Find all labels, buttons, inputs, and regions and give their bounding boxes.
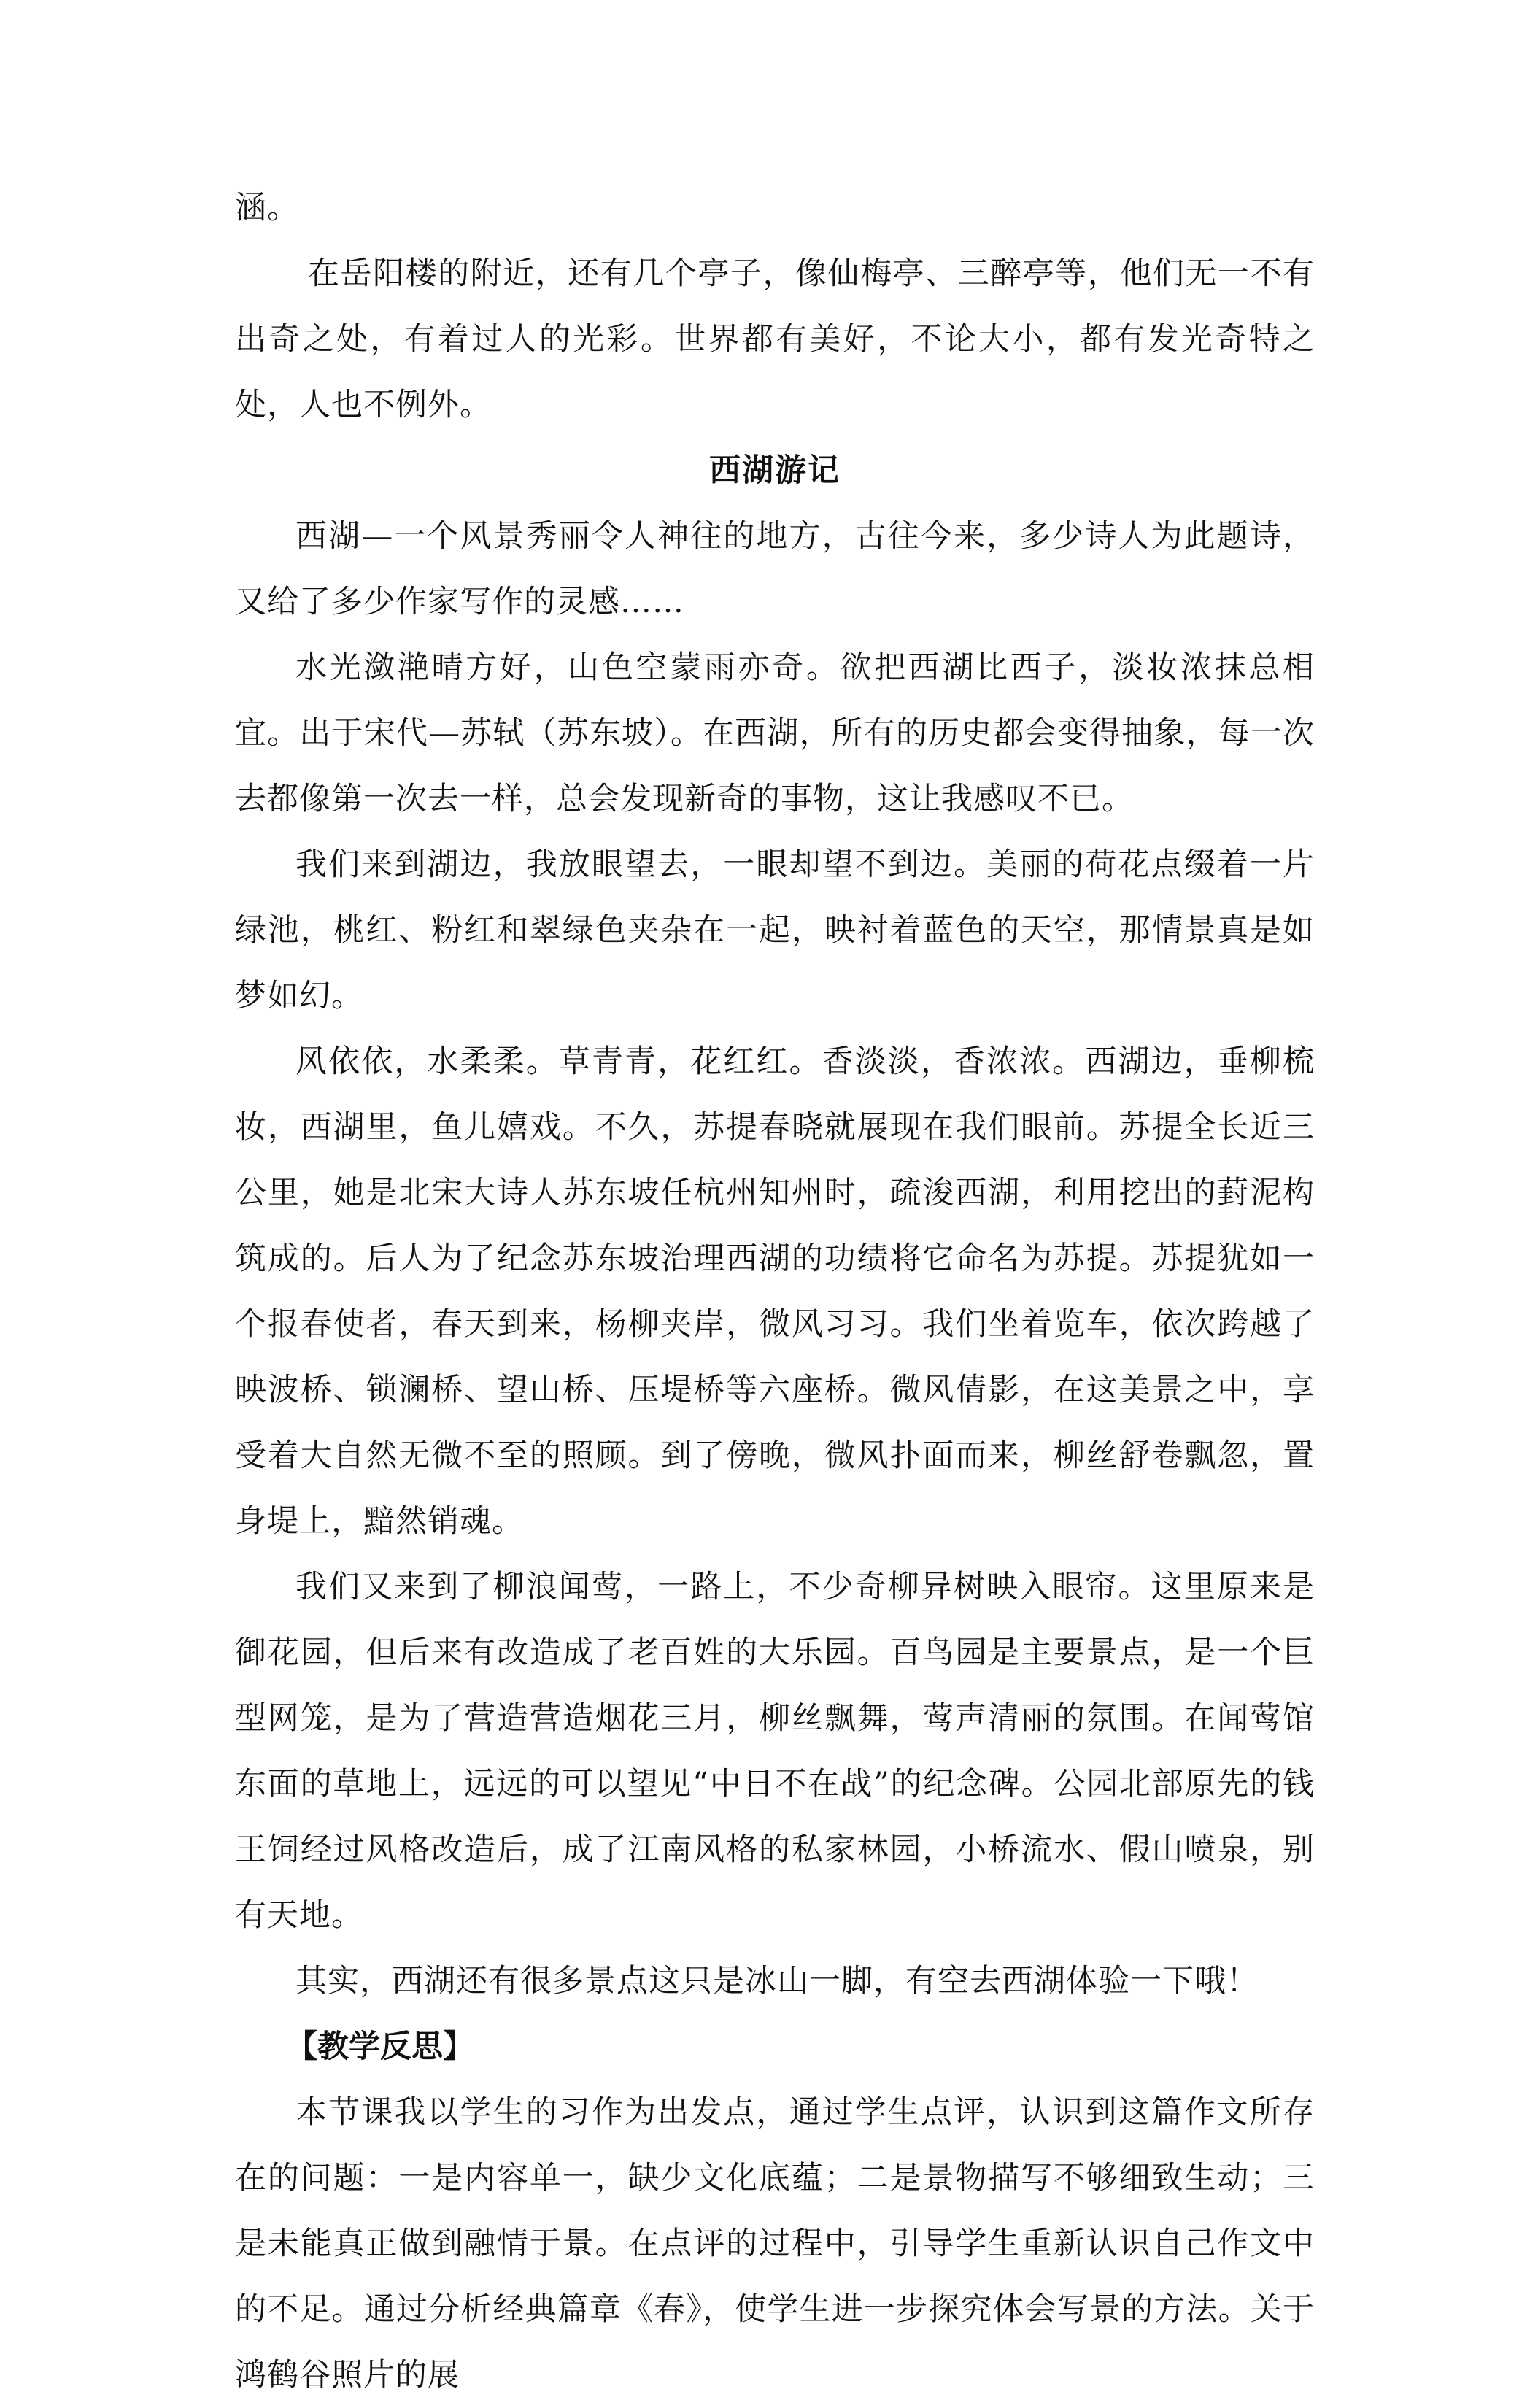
reflection-paragraph: 本节课我以学生的习作为出发点，通过学生点评，认识到这篇作文所存在的问题：一是内容单一，缺少文化底蕴；二是景物描写不够细致生动；三是未能真正做到融情于景。在点评的过程中，引导学生重新认识自己作文中的不足。通过分析经典篇章《春》，使学生进一步探究体会写景的方法。关于鸿鹤谷照片的展 (235, 2094, 1315, 2393)
essay-title: 西湖游记 (709, 452, 841, 489)
essay-paragraph: 我们来到湖边，我放眼望去，一眼却望不到边。美丽的荷花点缀着一片绿池，桃红、粉红和翠绿色夹杂在一起，映衬着蓝色的天空，那情景真是如梦如幻。 (235, 846, 1315, 1014)
document-page (235, 175, 1315, 2408)
essay-paragraph: 西湖—一个风景秀丽令人神往的地方，古往今来，多少诗人为此题诗，又给了多少作家写作的灵感…… (235, 518, 1315, 620)
essay-paragraph: 其实，西湖还有很多景点这只是冰山一脚，有空去西湖体验一下哦！ (295, 1963, 1259, 1999)
essay-paragraph: 风依依，水柔柔。草青青，花红红。香淡淡，香浓浓。西湖边，垂柳梳妆，西湖里，鱼儿嬉戏。不久，苏提春晓就展现在我们眼前。苏提全长近三公里，她是北宋大诗人苏东坡任杭州知州时，疏浚西湖，利用挖出的葑泥构筑成的。后人为了纪念苏东坡治理西湖的功绩将它命名为苏提。苏提犹如一个报春使者，春天到来，杨柳夹岸，微风习习。我们坐着览车，依次跨越了映波桥、锁澜桥、望山桥、压堤桥等六座桥。微风倩影，在这美景之中，享受着大自然无微不至的照顾。到了傍晚，微风扑面而来，柳丝舒卷飘忽，置身堤上，黯然销魂。 (235, 1043, 1315, 1540)
intro-paragraph: 在岳阳楼的附近，还有几个亭子，像仙梅亭、三醉亭等，他们无一不有出奇之处，有着过人的光彩。世界都有美好，不论大小，都有发光奇特之处，人也不例外。 (235, 255, 1315, 423)
continuation-text: 涵。 (235, 190, 299, 226)
essay-paragraph: 我们又来到了柳浪闻莺，一路上，不少奇柳异树映入眼帘。这里原来是御花园，但后来有改造成了老百姓的大乐园。百鸟园是主要景点，是一个巨型网笼，是为了营造营造烟花三月，柳丝飘舞，莺声清丽的氛围。在闻莺馆东面的草地上，远远的可以望见“中日不在战”的纪念碑。公园北部原先的钱王饲经过风格改造后，成了江南风格的私家林园，小桥流水、假山喷泉，别有天地。 (235, 1569, 1315, 1934)
essay-paragraph: 水光潋滟晴方好，山色空蒙雨亦奇。欲把西湖比西子，淡妆浓抹总相宜。出于宋代—苏轼（苏东坡）。在西湖，所有的历史都会变得抽象，每一次去都像第一次去一样，总会发现新奇的事物，这让我感叹不已。 (235, 649, 1315, 817)
reflection-heading: 【教学反思】 (286, 2029, 474, 2065)
